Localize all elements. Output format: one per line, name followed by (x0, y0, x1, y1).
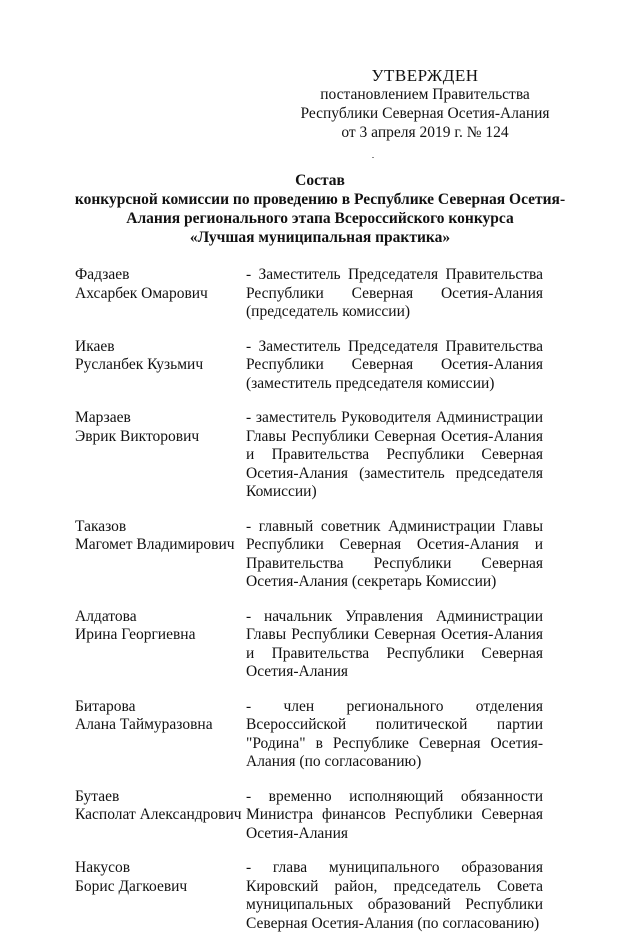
member-role: - главный советник Администрации Главы Республики Северная Осетия-Алания и Правительства Республики Северная Осетия-Алания (секретарь Комиссии) (246, 517, 543, 590)
member-surname: Икаев (75, 337, 115, 355)
member-surname: Бутаев (75, 787, 120, 805)
member-row (75, 409, 545, 502)
member-role: - заместитель Руководителя Администрации Главы Республики Северная Осетия-Алания и Правительства Республики Северная Осетия-Алания (заместитель председателя Комиссии) (246, 409, 543, 500)
member-surname: Битарова (75, 697, 136, 715)
approval-title: УТВЕРЖДЕН (371, 66, 479, 85)
member-given-names: Эврик Викторович (75, 427, 200, 445)
title-line: Алания регионального этапа Всероссийского конкурса (126, 210, 514, 227)
document-title (50, 171, 590, 247)
title-line: Состав (295, 172, 345, 189)
approval-line: постановлением Правительства (320, 86, 530, 103)
title-line: конкурсной комиссии по проведению в Республике Северная Осетия- (74, 191, 566, 208)
member-name (75, 698, 246, 772)
member-name (75, 409, 246, 502)
member-name (75, 788, 246, 844)
member-surname: Марзаев (75, 409, 131, 426)
member-role: - Заместитель Председателя Правительства Республики Северная Осетия-Алания (председатель комиссии) (246, 266, 543, 320)
member-name (75, 266, 246, 322)
member-row (75, 859, 545, 933)
member-role: - начальник Управления Администрации Главы Республики Северная Осетия-Алания и Правительства Республики Северная Осетия-Алания (246, 607, 543, 680)
member-row (75, 608, 545, 682)
member-name (75, 859, 246, 933)
member-surname: Алдатова (75, 607, 137, 625)
member-surname: Накусов (75, 859, 131, 876)
member-row (75, 266, 545, 322)
title-line: «Лучшая муниципальная практика» (189, 229, 451, 246)
member-role: - глава муниципального образования Кировский район, председатель Совета муниципальных образований Республики Северная Осетия-Алания (по согласованию) (246, 859, 543, 932)
member-role: - временно исполняющий обязанности Министра финансов Республики Северная Осетия-Алания (246, 787, 543, 842)
member-given-names: Ахсарбек Омарович (75, 284, 208, 302)
member-given-names: Алана Таймуразовна (75, 716, 213, 733)
member-name (75, 608, 246, 682)
member-name (75, 518, 246, 592)
member-surname: Таказов (75, 517, 127, 535)
member-given-names: Магомет Владимирович (75, 536, 235, 553)
member-role: - член регионального отделения Всероссийской политической партии "Родина" в Республике Северная Осетия-Алания (по согласованию) (246, 697, 543, 770)
member-row (75, 338, 545, 394)
member-role: - Заместитель Председателя Правительства Республики Северная Осетия-Алания (заместитель председателя комиссии) (246, 337, 543, 392)
member-given-names: Касполат Александрович (75, 806, 242, 823)
scan-speck (372, 157, 374, 158)
approval-date-number: от 3 апреля 2019 г. № 124 (341, 124, 509, 141)
approval-line: Республики Северная Осетия-Алания (300, 105, 550, 122)
member-given-names: Русланбек Кузьмич (75, 356, 204, 373)
member-row (75, 518, 545, 592)
member-surname: Фадзаев (75, 266, 130, 283)
approval-block (300, 66, 550, 142)
member-row (75, 698, 545, 772)
member-given-names: Борис Дагкоевич (75, 877, 188, 895)
member-given-names: Ирина Георгиевна (75, 626, 196, 643)
member-list (75, 266, 545, 933)
member-name (75, 338, 246, 394)
member-row (75, 788, 545, 844)
